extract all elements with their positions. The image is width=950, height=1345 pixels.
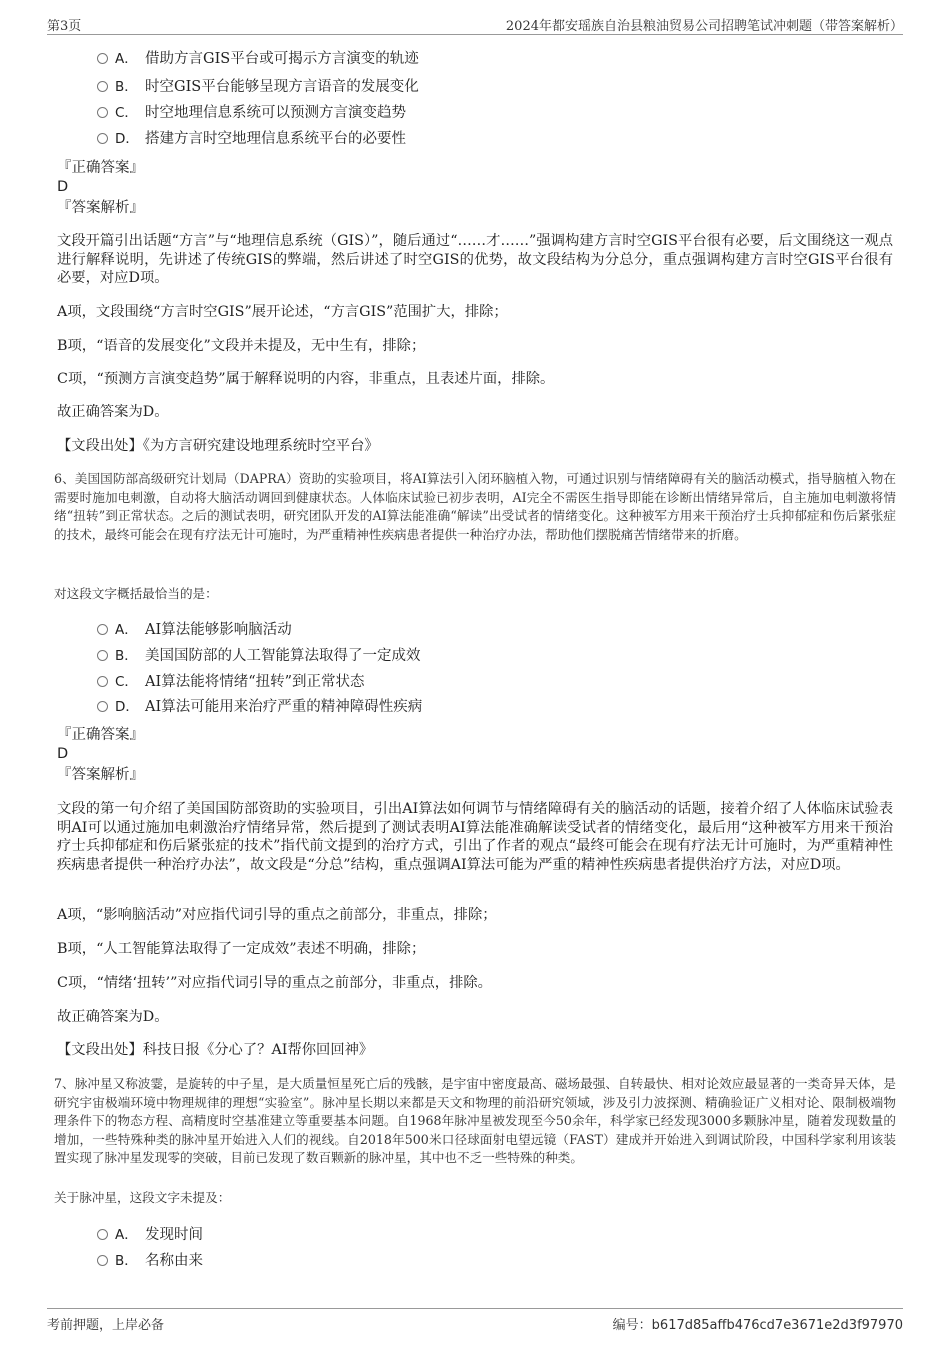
radio-icon[interactable] — [97, 1229, 108, 1240]
q6-source: 【文段出处】科技日报《分心了？AI帮你回回神》 — [57, 1042, 374, 1058]
radio-icon[interactable] — [97, 133, 108, 144]
q5-option-d[interactable]: D． 搭建方言时空地理信息系统平台的必要性 — [97, 129, 406, 149]
q5-option-b[interactable]: B． 时空GIS平台能够呈现方言语音的发展变化 — [97, 77, 419, 97]
q5-option-c-note: C项，“预测方言演变趋势”属于解释说明的内容，非重点，且表述片面，排除。 — [57, 371, 555, 387]
q5-answer: D — [57, 179, 69, 195]
footer-slogan: 考前押题，上岸必备 — [47, 1318, 165, 1333]
q6-option-b[interactable]: B． 美国国防部的人工智能算法取得了一定成效 — [97, 646, 421, 666]
q6-prompt: 对这段文字概括最恰当的是： — [54, 586, 218, 601]
page-header — [47, 14, 903, 35]
radio-icon[interactable] — [97, 676, 108, 687]
page-number: 第3页 — [47, 19, 82, 34]
q6-option-c-note: C项，“情绪‘扭转’”对应指代词引导的重点之前部分，非重点，排除。 — [57, 975, 492, 991]
document-id: 编号：b617d85affb476cd7e3671e2d3f97970 — [612, 1318, 903, 1333]
q7-option-a[interactable]: A． 发现时间 — [97, 1225, 203, 1245]
q6-question-text: 6、美国国防部高级研究计划局（DAPRA）资助的实验项目，将AI算法引入闭环脑植入物，可通过识别与情绪障碍有关的脑活动模式，指导脑植入物在需要时施加电刺激，自动将大脑活动调回到健康状态。人体临床试验已初步表明，AI完全不需医生指导即能在诊断出情绪异常后，自主施加电刺激将情绪“扭转”到正常状态。之后的测试表明，研究团队开发的AI算法能准确“解读”出受试者的情绪变化。这种被军方用来干预治疗士兵抑郁症和伤后紧张症的技术，最终可能会在现有疗法无计可施时，为严重精神性疾病患者提供一种治疗办法，帮助他们摆脱痛苦情绪带来的折磨。 — [54, 471, 896, 542]
q5-source: 【文段出处】《为方言研究建设地理系统时空平台》 — [57, 438, 379, 454]
q6-analysis-label: 『答案解析』 — [57, 767, 144, 783]
q5-option-a-note: A项，文段围绕“方言时空GIS”展开论述，“方言GIS”范围扩大，排除； — [57, 304, 508, 320]
q7-prompt: 关于脉冲星，这段文字未提及： — [54, 1190, 231, 1205]
radio-icon[interactable] — [97, 701, 108, 712]
q5-option-b-note: B项，“语音的发展变化”文段并未提及，无中生有，排除； — [57, 338, 426, 354]
page-footer — [47, 1308, 903, 1333]
q5-conclusion: 故正确答案为D。 — [57, 404, 169, 420]
q5-option-c[interactable]: C． 时空地理信息系统可以预测方言演变趋势 — [97, 103, 406, 123]
q7-option-b[interactable]: B． 名称由来 — [97, 1251, 203, 1271]
q6-option-d[interactable]: D． AI算法可能用来治疗严重的精神障碍性疾病 — [97, 697, 422, 717]
q6-option-a[interactable]: A． AI算法能够影响脑活动 — [97, 620, 292, 640]
q6-conclusion: 故正确答案为D。 — [57, 1009, 169, 1025]
q6-answer: D — [57, 746, 69, 762]
radio-icon[interactable] — [97, 1255, 108, 1266]
q6-option-b-note: B项，“人工智能算法取得了一定成效”表述不明确，排除； — [57, 941, 426, 957]
q6-option-a-note: A项，“影响脑活动”对应指代词引导的重点之前部分，非重点，排除； — [57, 907, 497, 923]
radio-icon[interactable] — [97, 81, 108, 92]
q6-answer-label: 『正确答案』 — [57, 727, 144, 743]
radio-icon[interactable] — [97, 624, 108, 635]
radio-icon[interactable] — [97, 650, 108, 661]
q7-question-text: 7、脉冲星又称波霎，是旋转的中子星，是大质量恒星死亡后的残骸，是宇宙中密度最高、磁场最强、自转最快、相对论效应最显著的一类奇异天体，是研究宇宙极端环境中物理规律的理想“实验室”。脉冲星长期以来都是天文和物理的前沿研究领域，涉及引力波探测、精确验证广义相对论、限制极端物理条件下的物态方程、高精度时空基准建立等重要基本问题。自1968年脉冲星被发现至今50余年，科学家已经发现3000多颗脉冲星，随着发现数量的增加，一些特殊种类的脉冲星开始进入人们的视线。自2018年500米口径球面射电望远镜（FAST）建成并开始进入到调试阶段，中国科学家利用该装置实现了脉冲星发现零的突破，目前已发现了数百颗新的脉冲星，其中也不乏一些特殊的种类。 — [54, 1076, 896, 1165]
q5-answer-label: 『正确答案』 — [57, 160, 144, 176]
radio-icon[interactable] — [97, 53, 108, 64]
document-title: 2024年都安瑶族自治县粮油贸易公司招聘笔试冲刺题（带答案解析） — [505, 19, 903, 34]
q5-analysis: 文段开篇引出话题“方言”与“地理信息系统（GIS）”，随后通过“……才……”强调构建方言时空GIS平台很有必要，后文围绕这一观点进行解释说明，先讲述了传统GIS的弊端，然后讲述了时空GIS的优势，故文段结构为分总分，重点强调构建方言时空GIS平台很有必要，对应D项。 — [57, 233, 893, 286]
radio-icon[interactable] — [97, 107, 108, 118]
q5-option-a[interactable]: A． 借助方言GIS平台或可揭示方言演变的轨迹 — [97, 49, 419, 69]
q6-option-c[interactable]: C． AI算法能将情绪“扭转”到正常状态 — [97, 672, 365, 692]
q5-analysis-label: 『答案解析』 — [57, 200, 144, 216]
q6-analysis: 文段的第一句介绍了美国国防部资助的实验项目，引出AI算法如何调节与情绪障碍有关的脑活动的话题，接着介绍了人体临床试验表明AI可以通过施加电刺激治疗情绪异常，然后提到了测试表明AI算法能准确解读受试者的情绪变化，最后用“这种被军方用来干预治疗士兵抑郁症和伤后紧张症的技术”指代前文提到的治疗方式，引出了作者的观点“最终可能会在现有疗法无计可施时，为严重精神性疾病患者提供一种治疗办法”，故文段是“分总”结构，重点强调AI算法可能为严重的精神性疾病患者提供治疗方法，对应D项。 — [57, 801, 893, 873]
